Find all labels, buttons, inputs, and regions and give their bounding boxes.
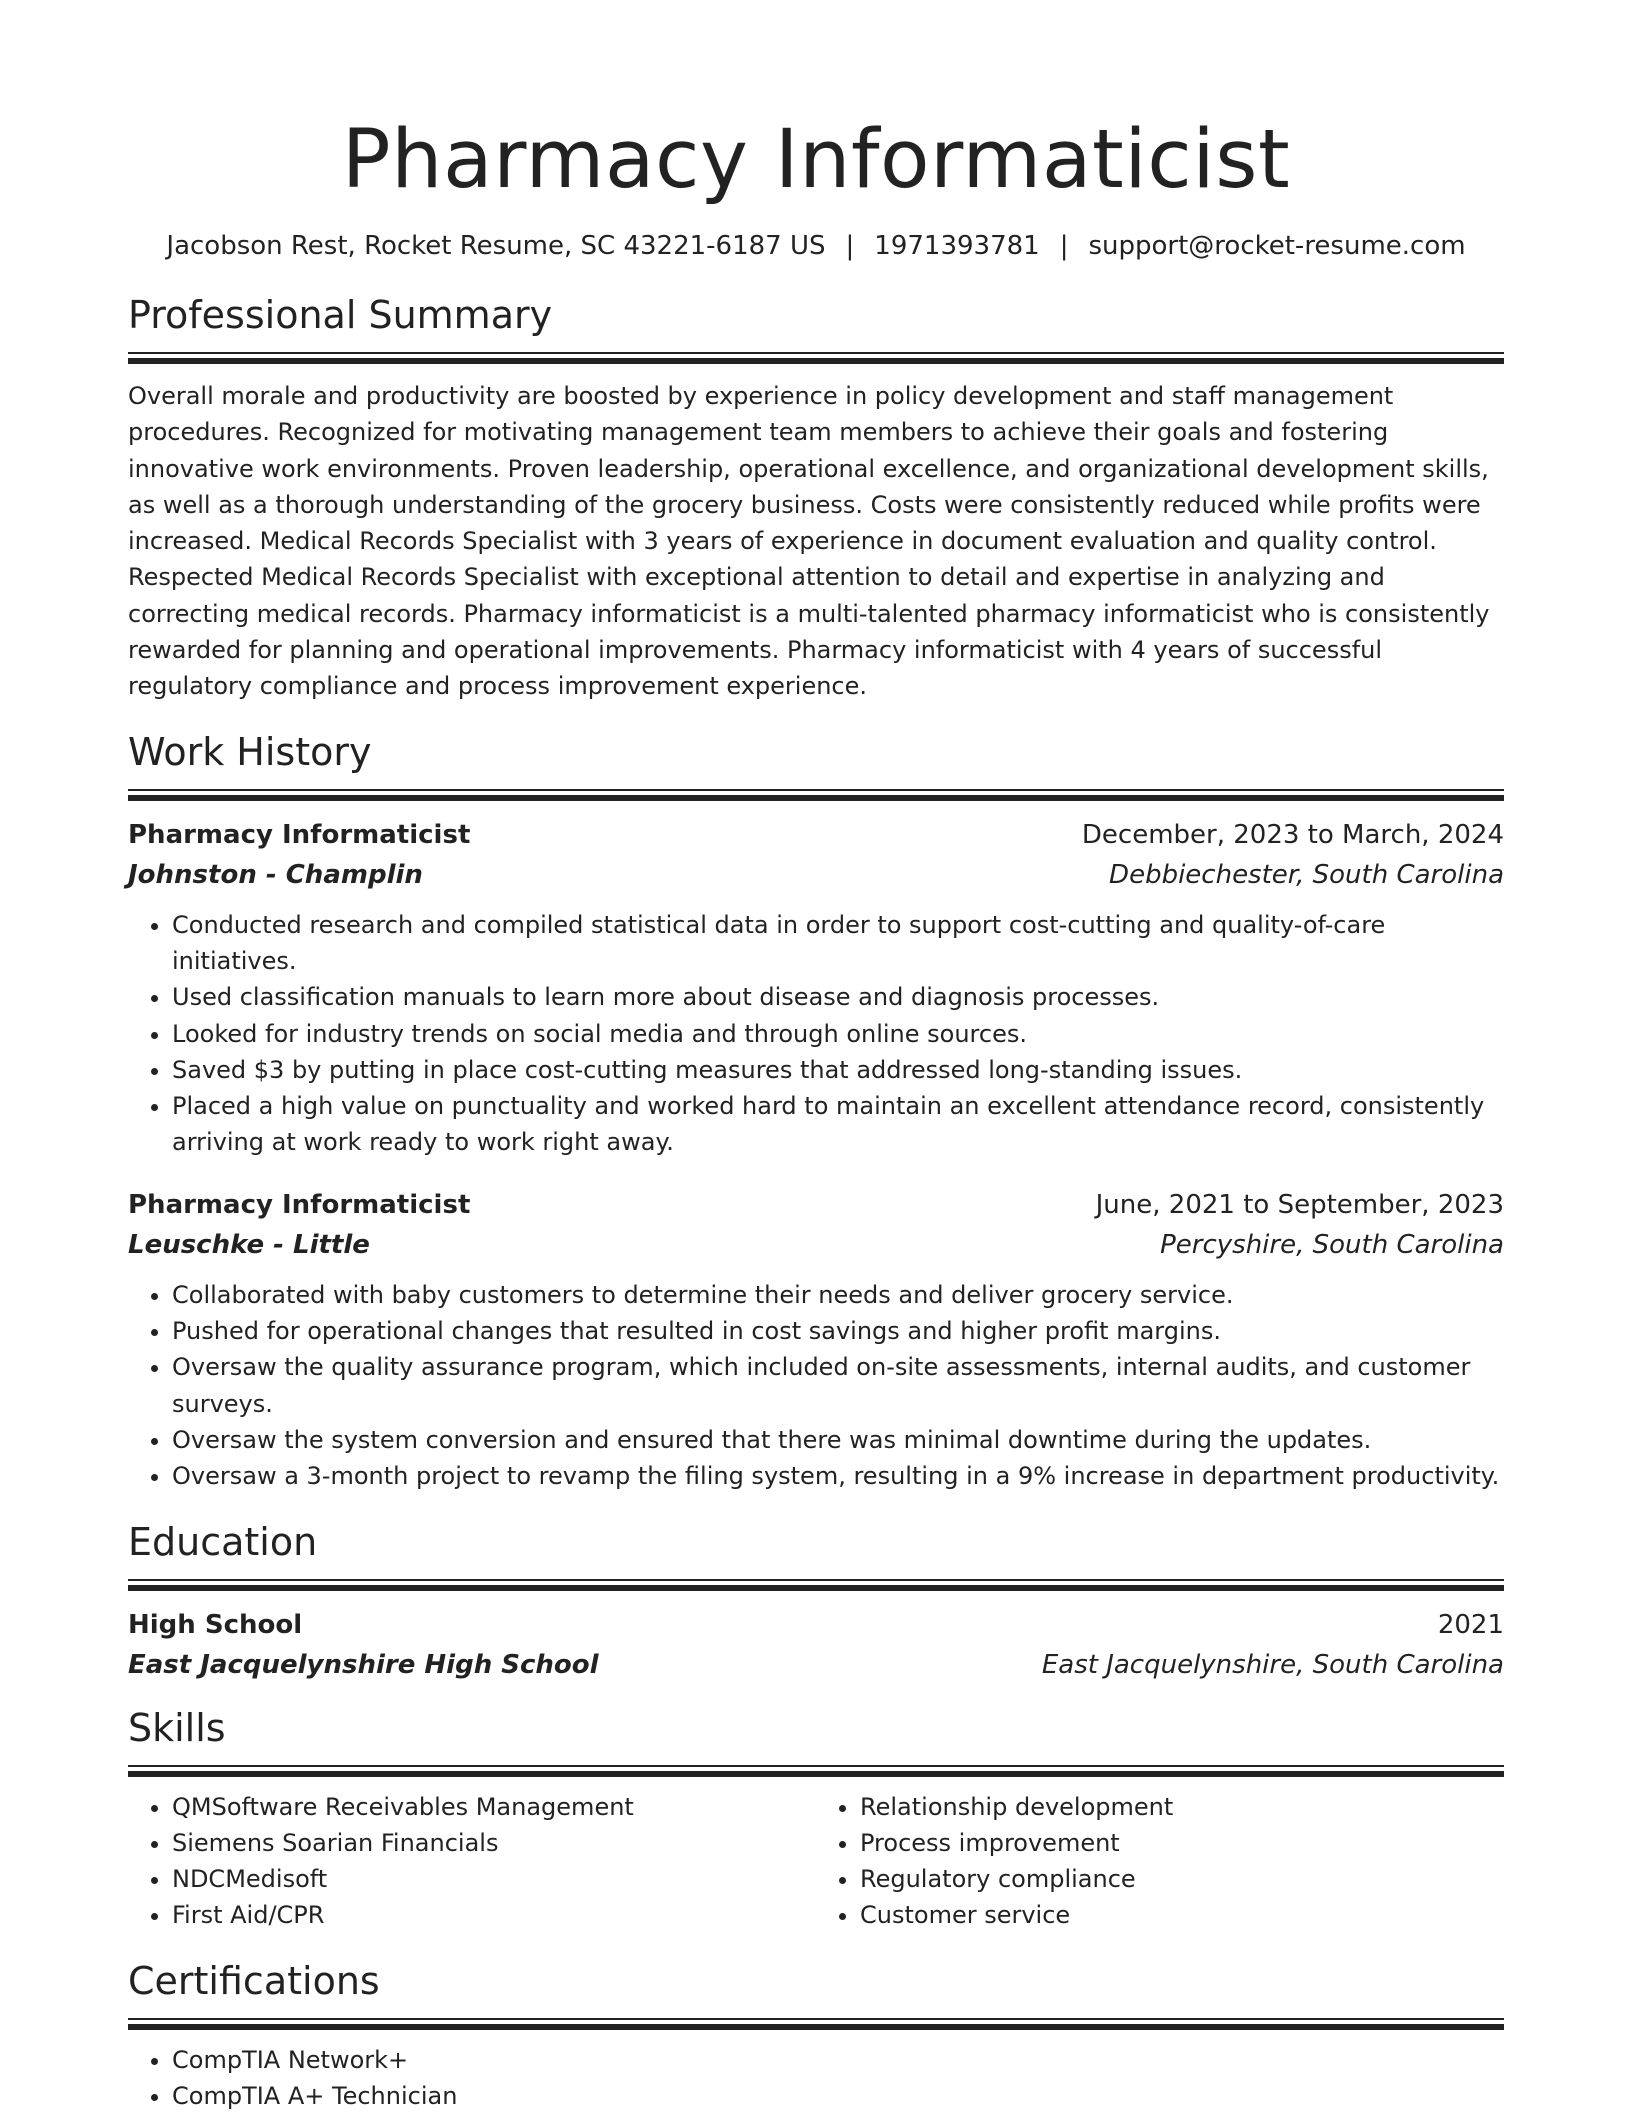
certifications-list [128,2042,1504,2114]
skill-item: • Regulatory compliance [860,1861,1504,1897]
skill-item: • Siemens Soarian Financials [172,1825,816,1861]
job-location: Debbiechester, South Carolina [1109,859,1504,890]
job-dates: June, 2021 to September, 2023 [1095,1189,1504,1220]
skills-list-left [128,1789,816,1934]
skill-item: • QMSoftware Receivables Management [172,1789,816,1825]
job-bullet: • Pushed for operational changes that resulted in cost savings and higher profit margins. [172,1313,1504,1349]
job-bullet-list [128,907,1504,1161]
skill-item: • Customer service [860,1897,1504,1933]
job-bullet: • Oversaw the quality assurance program, which included on-site assessments, internal audits, and customer surveys. [172,1349,1504,1422]
education-school: East Jacquelynshire High School [128,1649,599,1680]
section-title-education: Education [128,1519,318,1564]
certification-item: • CompTIA A+ Technician [172,2078,1504,2114]
skills-grid [128,1777,1504,1934]
summary-text: Overall morale and productivity are boosted by experience in policy development and staff management procedures. Recognized for motivating management team members to achieve their goals and fostering innovative work environments. Proven leadership, operational excellence, and organizational development skills, as well as a thorough understanding of the grocery business. Costs were consistently reduced while profits were increased. Medical Records Specialist with 3 years of experience in document evaluation and quality control. Respected Medical Records Specialist with exceptional attention to detail and expertise in analyzing and correcting medical records. Pharmacy informaticist is a multi-talented pharmacy informaticist who is consistently rewarded for planning and operational improvements. Pharmacy informaticist with 4 years of successful regulatory compliance and process improvement experience. [128,382,1490,701]
skill-item: • Relationship development [860,1789,1504,1825]
skill-item: • NDCMedisoft [172,1861,816,1897]
work-history-section [128,729,1504,1495]
section-divider [128,789,1504,801]
contact-line [128,228,1504,264]
job-entry [128,815,1504,1161]
job-dates: December, 2023 to March, 2024 [1081,819,1504,850]
contact-phone: 1971393781 [874,231,1040,261]
section-divider [128,1579,1504,1591]
resume-page [128,110,1504,2114]
job-bullet: • Conducted research and compiled statistical data in order to support cost-cutting and quality-of-care initiatives. [172,907,1504,980]
job-bullet: • Looked for industry trends on social media and through online sources. [172,1016,1504,1052]
job-company: Johnston - Champlin [128,859,423,890]
education-entry [128,1605,1504,1685]
education-degree: High School [128,1609,303,1640]
skills-list-right [816,1789,1504,1934]
job-location: Percyshire, South Carolina [1160,1229,1504,1260]
job-title: Pharmacy Informaticist [128,1189,471,1220]
job-bullet: • Used classification manuals to learn more about disease and diagnosis processes. [172,979,1504,1015]
job-bullet: • Oversaw a 3-month project to revamp the filing system, resulting in a 9% increase in department productivity. [172,1458,1504,1494]
section-title-skills: Skills [128,1705,226,1750]
section-title-certifications: Certifications [128,1958,380,2003]
skills-section [128,1705,1504,1934]
job-bullet: • Saved $3 by putting in place cost-cutting measures that addressed long-standing issues. [172,1052,1504,1088]
job-entry [128,1185,1504,1495]
contact-separator: | [845,231,855,261]
summary-section [128,292,1504,705]
contact-email: support@rocket-resume.com [1088,231,1466,261]
section-divider [128,1765,1504,1777]
job-company: Leuschke - Little [128,1229,370,1260]
job-title: Pharmacy Informaticist [128,819,471,850]
skill-item: • First Aid/CPR [172,1897,816,1933]
job-bullet: • Placed a high value on punctuality and worked hard to maintain an excellent attendance record, consistently arriving at work ready to work right away. [172,1088,1504,1161]
job-bullet-list [128,1277,1504,1495]
section-title-work-history: Work History [128,729,372,774]
job-bullet: • Oversaw the system conversion and ensured that there was minimal downtime during the updates. [172,1422,1504,1458]
certification-item: • CompTIA Network+ [172,2042,1504,2078]
skill-item: • Process improvement [860,1825,1504,1861]
education-section [128,1519,1504,1685]
job-bullet: • Collaborated with baby customers to determine their needs and deliver grocery service. [172,1277,1504,1313]
resume-title: Pharmacy Informaticist [341,113,1291,207]
education-location: East Jacquelynshire, South Carolina [1041,1649,1504,1680]
contact-separator: | [1059,231,1069,261]
contact-address: Jacobson Rest, Rocket Resume, SC 43221-6187 US [166,231,826,261]
section-divider [128,2018,1504,2030]
certifications-section [128,1958,1504,2114]
section-title-summary: Professional Summary [128,293,553,337]
education-year: 2021 [1437,1609,1504,1640]
section-divider [128,352,1504,364]
